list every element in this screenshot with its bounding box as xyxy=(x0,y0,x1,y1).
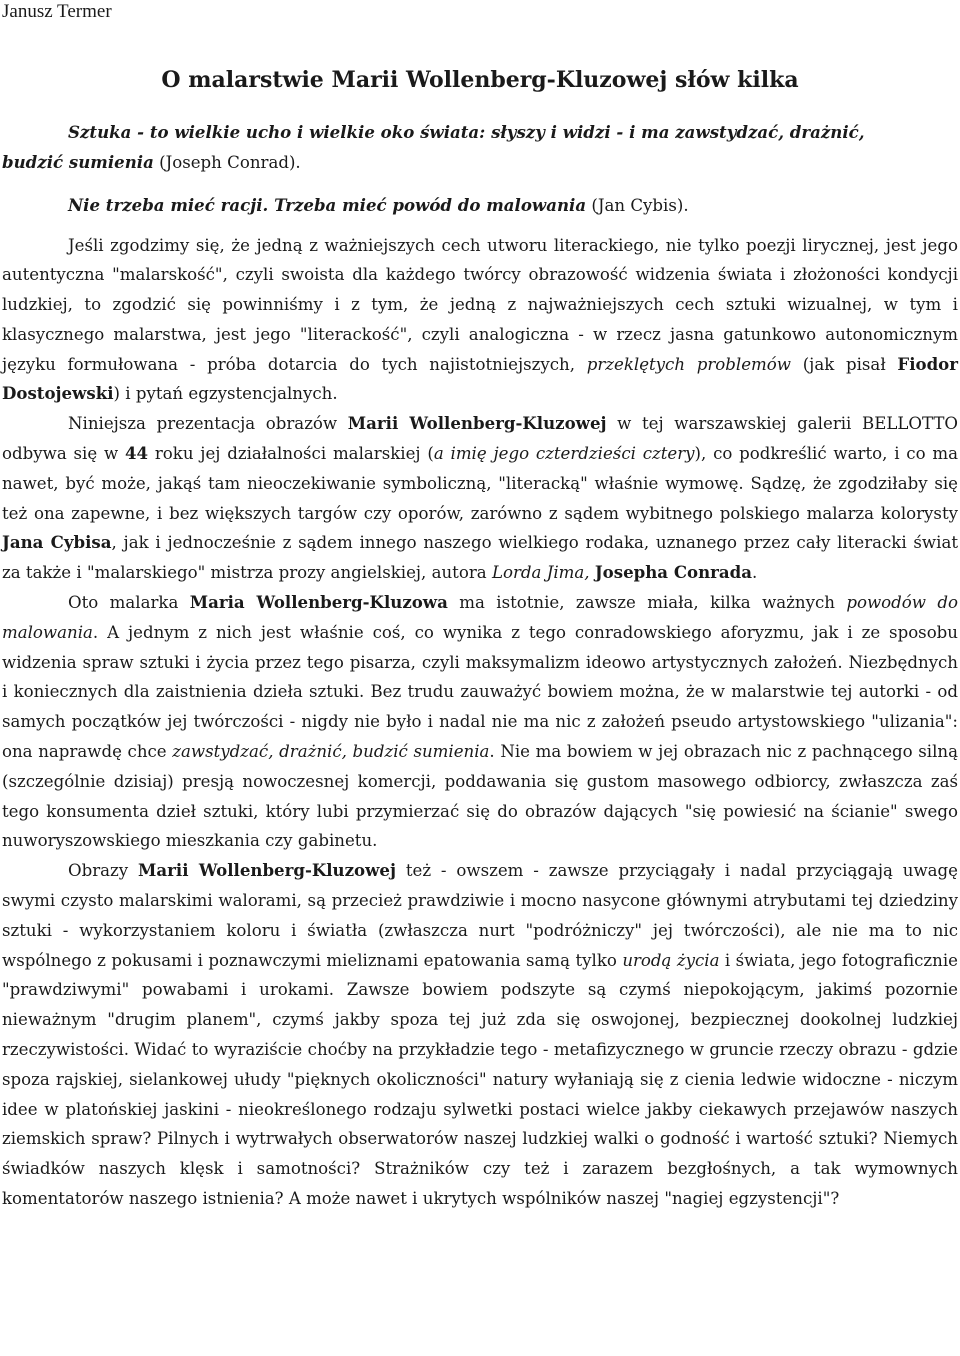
paragraph-1: Jeśli zgodzimy się, że jedną z ważniejszych cech utworu literackiego, nie tylko poezji lirycznej, jest jego autentyczna "malarskość", czyli swoista dla każdego twórcy obrazowość widzenia świata i złożoności kondycji ludzkiej, to zgodzić się powinniśmy i z tym, że jedną z najważniejszych cech sztuki wizualnej, w tym i klasycznego malarstwa, jest jego "literackość", czyli analogiczna - w rzecz jasna gatunkowo autonomicznym języku formułowana - próba dotarcia do tych najistotniejszych, przeklętych problemów (jak pisał Fiodor Dostojewski) i pytań egzystencjalnych. xyxy=(2,235,958,404)
author-name: Janusz Termer xyxy=(2,1,112,22)
document-body xyxy=(2,118,958,1214)
document-title: O malarstwie Marii Wollenberg-Kluzowej słów kilka xyxy=(161,67,799,93)
motto-conrad xyxy=(2,118,958,177)
motto-conrad-line1: Sztuka - to wielkie ucho i wielkie oko świata: słyszy i widzi - i ma zawstydzać, drażnić, xyxy=(68,122,865,142)
paragraph-4: Obrazy Marii Wollenberg-Kluzowej też - owszem - zawsze przyciągały i nadal przyciągają uwagę swymi czysto malarskimi walorami, są przecież prawdziwie i mocno nasycone głównymi atrybutami tej dziedziny sztuki - wykorzystaniem koloru i światła (zwłaszcza nurt "podróżniczy" jej twórczości), ale nie ma to nic wspólnego z pokusami i poznawczymi mieliznami epatowania samą tylko urodą życia i świata, jego fotograficznie "prawdziwymi" powabami i urokami. Zawsze bowiem podszyte są czymś niepokojącym, jakimś pozornie nieważnym "drugim planem", czymś jakby spoza tej już zda się oswojonej, bezpiecznej dookolnej ludzkiej rzeczywistości. Widać to wyraziście choćby na przykładzie tego - metafizycznego w gruncie rzeczy obrazu - gdzie spoza rajskiej, sielankowej ułudy "pięknych okoliczności" natury wyłaniają się z cienia ledwie widoczne - niczym idee w platońskiej jaskini - nieokreślonego rodzaju sylwetki postaci wielce jakby ciekawych przejawów naszych ziemskich spraw? Pilnych i wytrwałych obserwatorów naszej ludzkiej walki o godność i wartość sztuki? Niemych świadków naszych klęsk i samotności? Strażników czy też i zarazem bezgłośnych, a tak wymownych komentatorów naszego istnienia? A może nawet i ukrytych wspólników naszej "nagiej egzystencji"? xyxy=(2,860,958,1208)
motto-cybis: Nie trzeba mieć racji. Trzeba mieć powód do malowania (Jan Cybis). xyxy=(68,195,689,215)
motto-conrad-line2: budzić sumienia (Joseph Conrad). xyxy=(2,151,301,172)
paragraph-2: Niniejsza prezentacja obrazów Marii Wollenberg-Kluzowej w tej warszawskiej galerii BELLOTTO odbywa się w 44 roku jej działalności malarskiej (a imię jego czterdzieści cztery), co podkreślić warto, i co ma nawet, być może, jakąś tam nieoczekiwanie symboliczną, "literacką" właśnie wymowę. Sądzę, że zgodziłaby się też ona zapewne, i bez większych targów czy oporów, zarówno z sądem wybitnego polskiego malarza kolorysty Jana Cybisa, jak i jednocześnie z sądem innego naszego wielkiego rodaka, uznanego przez cały literacki świat za także i "malarskiego" mistrza prozy angielskiej, autora Lorda Jima, Josepha Conrada. xyxy=(2,413,959,583)
paragraph-3: Oto malarka Maria Wollenberg-Kluzowa ma istotnie, zawsze miała, kilka ważnych powodów do malowania. A jednym z nich jest właśnie coś, co wynika z tego conradowskiego aforyzmu, jak i ze sposobu widzenia spraw sztuki i życia przez tego pisarza, czyli maksymalizm ideowo artystycznych założeń. Niezbędnych i koniecznych dla zaistnienia dzieła sztuki. Bez trudu zauważyć bowiem można, że w malarstwie tej autorki - od samych początków jej twórczości - nigdy nie było i nadal nie ma nic z założeń pseudo artystowskiego "ulizania": ona naprawdę chce zawstydzać, drażnić, budzić sumienia. Nie ma bowiem w jej obrazach nic z pachnącego silną (szczególnie dzisiaj) presją nowoczesnej komercji, poddawania się gustom masowego odbiorcy, zwłaszcza zaś tego konsumenta dzieł sztuki, który lubi przymierzać się do obrazów dających "się powiesić na ścianie" swego nuworyszowskiego mieszkania czy gabinetu. xyxy=(2,592,958,851)
